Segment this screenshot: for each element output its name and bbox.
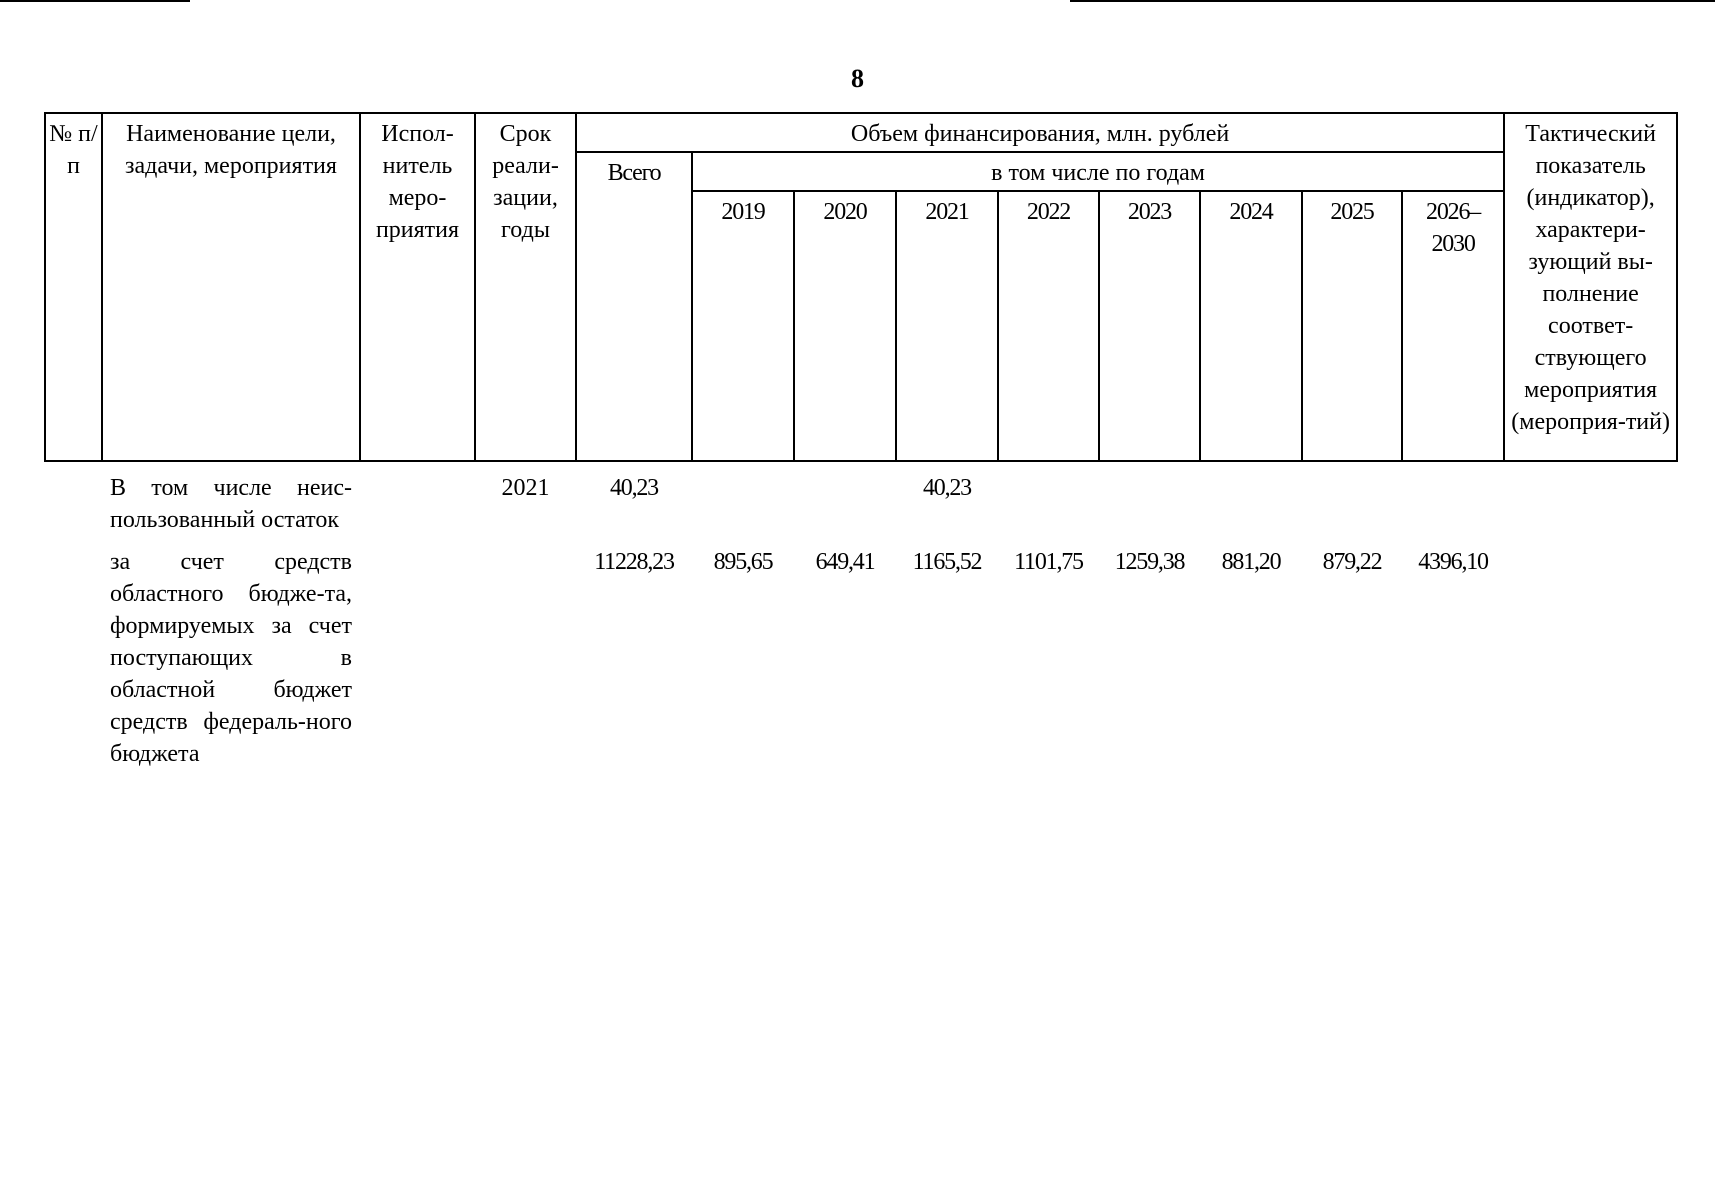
row-year-value: 1259,38 bbox=[1114, 549, 1185, 575]
header-num: № п/п bbox=[45, 113, 102, 461]
scan-border-line bbox=[1070, 0, 1715, 2]
row-year-value bbox=[1302, 461, 1402, 536]
header-year: 2023 bbox=[1099, 191, 1200, 461]
page-number: 8 bbox=[851, 64, 864, 93]
row-year-value: 1165,52 bbox=[912, 549, 982, 575]
row-year-value bbox=[1200, 461, 1302, 536]
row-executor bbox=[360, 461, 475, 536]
row-period: 2021 bbox=[501, 475, 550, 501]
row-total: 11228,23 bbox=[594, 549, 674, 575]
row-year-value bbox=[1099, 461, 1200, 536]
row-total: 40,23 bbox=[609, 475, 658, 501]
header-funding: Объем финансирования, млн. рублей bbox=[576, 113, 1504, 152]
row-period bbox=[475, 536, 576, 770]
header-year: 2026– 2030 bbox=[1402, 191, 1504, 461]
header-year: 2025 bbox=[1302, 191, 1402, 461]
header-year: 2024 bbox=[1200, 191, 1302, 461]
scan-border-line bbox=[0, 0, 190, 2]
header-name: Наименование цели, задачи, мероприятия bbox=[102, 113, 360, 461]
row-year-value bbox=[692, 461, 794, 536]
row-name: за счет средств областного бюдже-та, формируемых за счет поступающих в областной бюджет средств федераль-ного бюджета bbox=[110, 549, 352, 767]
header-executor: Испол-нитель меро-приятия bbox=[360, 113, 475, 461]
row-executor bbox=[360, 536, 475, 770]
row-year-value: 881,20 bbox=[1221, 549, 1281, 575]
row-num bbox=[45, 461, 102, 536]
header-year: 2019 bbox=[692, 191, 794, 461]
table-row bbox=[45, 536, 1677, 770]
row-year-value: 649,41 bbox=[815, 549, 875, 575]
row-year-value: 4396,10 bbox=[1418, 549, 1488, 575]
row-indicator bbox=[1504, 461, 1677, 536]
header-total: Всего bbox=[576, 152, 692, 461]
row-year-value bbox=[1402, 461, 1504, 536]
header-year: 2021 bbox=[896, 191, 998, 461]
row-year-value: 40,23 bbox=[922, 475, 971, 501]
header-by-years: в том числе по годам bbox=[692, 152, 1504, 191]
funding-table bbox=[44, 112, 1678, 770]
row-name: В том числе неис-пользованный остаток bbox=[110, 475, 352, 533]
row-year-value bbox=[794, 461, 896, 536]
row-indicator bbox=[1504, 536, 1677, 770]
header-year: 2020 bbox=[794, 191, 896, 461]
row-year-value: 1101,75 bbox=[1014, 549, 1083, 575]
header-indicator: Тактический показатель (индикатор), характери-зующий вы-полнение соответ-ствующего мероприятия (мероприя-тий) bbox=[1504, 113, 1677, 461]
table-row bbox=[45, 461, 1677, 536]
row-year-value bbox=[998, 461, 1099, 536]
row-year-value: 895,65 bbox=[713, 549, 773, 575]
header-period: Срок реали-зации, годы bbox=[475, 113, 576, 461]
header-year: 2022 bbox=[998, 191, 1099, 461]
row-year-value: 879,22 bbox=[1322, 549, 1382, 575]
row-num bbox=[45, 536, 102, 770]
